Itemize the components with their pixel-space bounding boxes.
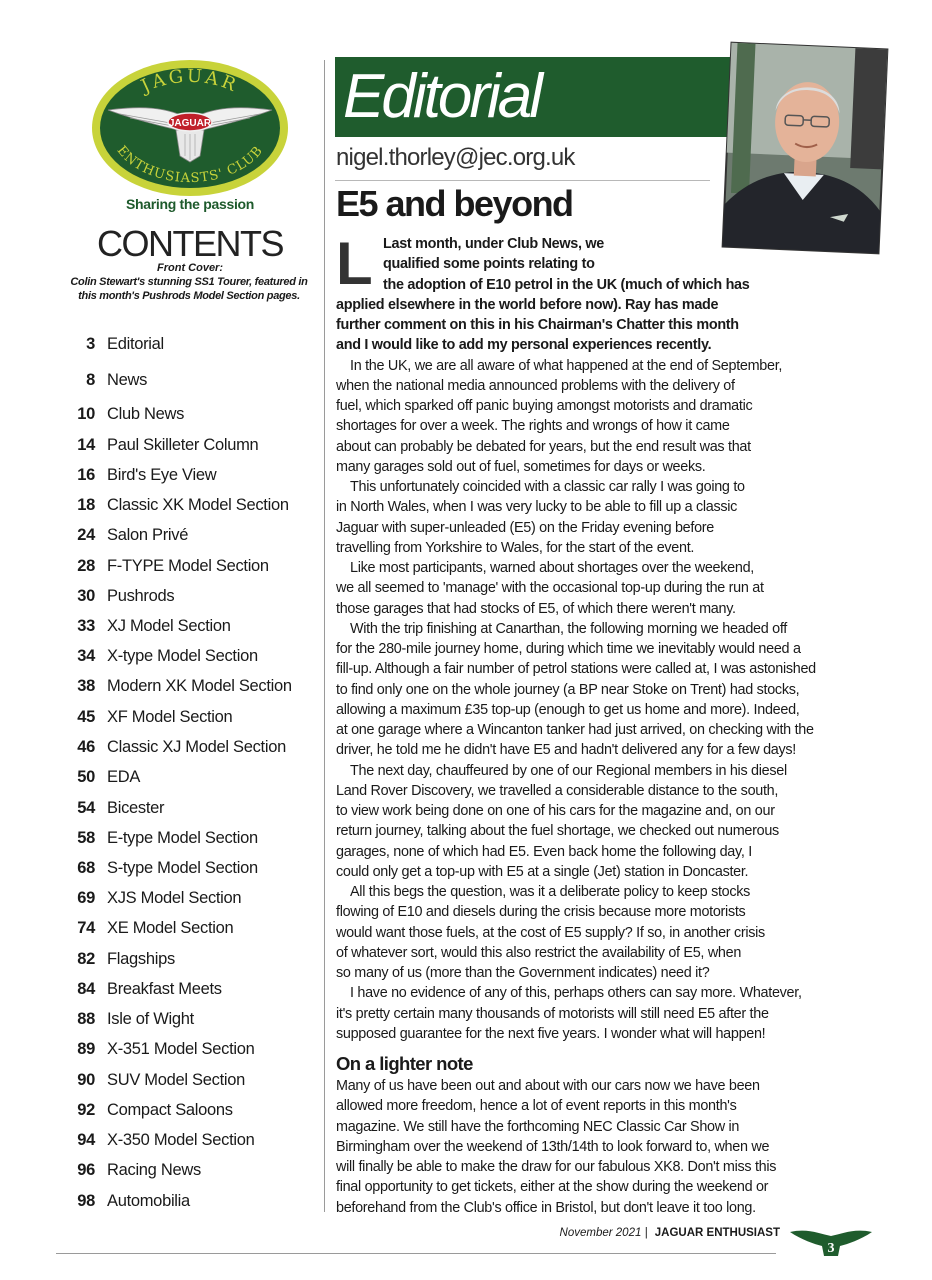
article-line: would want those fuels, at the cost of E5 supply? If so, in another crisis [336,924,765,941]
article-line: Land Rover Discovery, we travelled a considerable distance to the south, [336,782,779,799]
contents-item-label: Paul Skilleter Column [107,436,259,454]
contents-page-number: 33 [77,617,95,635]
article-line: allowing a maximum £35 top-up (enough to get us home and more). Indeed, [336,701,800,718]
contents-page-number: 84 [77,980,95,998]
article-line: of whatever sort, would this also restrict the availability of E5, when [336,944,742,961]
article-line: it's pretty certain many thousands of motorists will still need E5 after the [336,1005,769,1022]
contents-item[interactable] [60,1158,201,1182]
article-line: fuel, which sparked off panic buying amongst motorists and dramatic [336,398,753,414]
contents-page-number: 3 [86,335,95,353]
magazine-name: JAGUAR ENTHUSIAST [654,1227,780,1239]
contents-page-number: 88 [77,1010,95,1028]
contents-item[interactable] [60,644,258,668]
contents-item[interactable] [60,916,233,940]
contents-page-number: 45 [77,708,95,726]
contents-item-label: Club News [107,405,185,423]
article-line: fill-up. Although a fair number of petrol stations were called at, I was astonished [336,661,816,678]
contents-item[interactable] [60,463,216,487]
contents-item-label: SUV Model Section [107,1071,245,1089]
contents-item-label: EDA [107,768,141,786]
contents-item[interactable] [60,1128,254,1152]
contents-item-label: Breakfast Meets [107,980,222,998]
contents-item-label: XF Model Section [107,708,233,726]
article-line: supposed guarantee for the next five years. I wonder what will happen! [336,1025,766,1042]
contents-item-label: Classic XJ Model Section [107,738,286,756]
svg-text:JAGUAR: JAGUAR [168,118,212,129]
contents-item[interactable] [60,554,269,578]
club-tagline: Sharing the passion [125,196,255,212]
article-line: All this begs the question, was it a deliberate policy to keep stocks [350,884,751,900]
article-line: With the trip finishing at Canarthan, the following morning we headed off [350,620,788,637]
contents-item[interactable] [60,765,140,789]
contents-item[interactable] [60,402,184,426]
contents-page-number: 96 [77,1161,95,1179]
contents-page-number: 18 [77,496,95,514]
article-line: beforehand from the Club's office in Bristol, but don't leave it too long. [336,1199,756,1216]
contents-item-label: X-351 Model Section [107,1040,255,1058]
article-line: Jaguar with super-unleaded (E5) on the Friday evening before [336,519,714,536]
contents-page-number: 89 [77,1040,95,1058]
contents-page-number: 90 [77,1071,95,1089]
drop-cap: L [336,230,373,297]
contents-page-number: 28 [77,557,95,575]
column-divider [324,60,325,1212]
article-line: many garages sold out of fuel, sometimes for days or weeks. [336,458,706,475]
contents-item[interactable] [60,493,289,517]
contents-page-number: 38 [77,677,95,695]
article-line: This unfortunately coincided with a classic car rally I was going to [350,479,745,495]
contents-item-label: Compact Saloons [107,1101,233,1119]
contents-page-number: 54 [77,799,95,817]
contents-item[interactable] [60,826,258,850]
contents-item-label: Isle of Wight [107,1010,194,1028]
article-line: to find only one on the whole journey (a BP near Stoke on Trent) had stocks, [336,681,800,698]
contents-item-label: X-350 Model Section [107,1131,255,1149]
contents-page-number: 24 [77,526,95,544]
svg-text:3: 3 [827,1241,835,1256]
contents-item-label: Flagships [107,950,175,968]
article-line: and I would like to add my personal experiences recently. [336,337,712,354]
contents-item[interactable] [60,856,258,880]
contents-item[interactable] [60,584,174,608]
contents-item[interactable] [60,1098,233,1122]
article-subheading: On a lighter note [336,1053,473,1074]
contents-page-number: 34 [77,647,95,665]
svg-text:ENTHUSIASTS' CLUB: ENTHUSIASTS' CLUB [113,143,267,187]
jaguar-enthusiasts-club-logo [90,58,290,198]
article-line: when the national media announced problems with the delivery of [336,377,735,394]
contents-item[interactable] [60,614,231,638]
article-line: the adoption of E10 petrol in the UK (much of which has [383,276,750,293]
article-line: Many of us have been out and about with our cars now we have been [336,1078,760,1094]
article-line: final opportunity to get tickets, either at the show during the weekend or [336,1179,769,1196]
article-line: flowing of E10 and diesels during the crisis because more motorists [336,904,746,921]
article-line: In the UK, we are all aware of what happened at the end of September, [350,357,783,374]
contents-page-number: 58 [77,829,95,847]
contents-item-label: Bicester [107,799,165,817]
contents-item-label: XE Model Section [107,919,234,937]
article-line: at one garage where a Wincanton tanker had just arrived, on checking with the [336,722,814,738]
contents-page-number: 8 [86,371,95,389]
article-line: Birmingham over the weekend of 13th/14th to look forward to, when we [336,1138,770,1155]
article-line: garages, none of which had E5. Even back home the following day, I [336,843,752,860]
article-line: to view work being done on one of his cars for the magazine and, on our [336,803,775,819]
page-number-badge [788,1226,874,1260]
contents-page-number: 74 [77,919,95,937]
article-line: we all seemed to 'manage' with the occasional top-up during the run at [336,580,764,597]
contents-item-label: Editorial [107,335,164,353]
contents-item[interactable] [60,368,147,392]
article-line: I have no evidence of any of this, perhaps others can say more. Whatever, [350,985,802,1002]
front-cover-caption [52,275,326,303]
contents-item[interactable] [60,523,188,547]
contents-item[interactable] [60,977,222,1001]
contents-item-label: F-TYPE Model Section [107,557,269,575]
article-line: could only get a top-up with E5 at a single (Jet) station in Doncaster. [336,863,749,880]
article-line: Last month, under Club News, we [383,236,604,252]
contents-item-label: XJ Model Section [107,617,231,635]
contents-title: CONTENTS [97,223,283,264]
contents-page-number: 14 [77,436,95,454]
email-divider [335,180,710,181]
contents-item[interactable] [60,332,164,356]
contents-item[interactable] [60,1037,254,1061]
page-footer [560,1222,780,1244]
contents-item[interactable] [60,705,232,729]
contents-item-label: E-type Model Section [107,829,258,847]
contents-page-number: 68 [77,859,95,877]
contents-item-label: Modern XK Model Section [107,677,292,695]
contents-item-label: Salon Privé [107,526,189,544]
editor-portrait-photo [721,40,889,256]
article-line: further comment on this in his Chairman's Chatter this month [336,317,739,333]
contents-item[interactable] [60,886,241,910]
contents-item[interactable] [60,1068,245,1092]
section-title: Editorial [343,62,540,131]
contents-item-label: Bird's Eye View [107,466,217,484]
contents-item-label: Classic XK Model Section [107,496,289,514]
article-line: Like most participants, warned about shortages over the weekend, [350,560,754,576]
contents-item[interactable] [60,1007,194,1031]
contents-item-label: X-type Model Section [107,647,258,665]
contents-item-label: News [107,371,148,389]
contents-item-label: Racing News [107,1161,201,1179]
contents-page-number: 98 [77,1192,95,1210]
footer-rule [56,1253,776,1254]
contents-item-label: XJS Model Section [107,889,242,907]
issue-date: November 2021 | [559,1227,648,1239]
article-line: those garages that had stocks of E5, of which there weren't many. [336,600,736,617]
article-line: travelling from Yorkshire to Wales, for the start of the event. [336,539,695,556]
contents-page-number: 94 [77,1131,95,1149]
article-line: magazine. We still have the forthcoming NEC Classic Car Show in [336,1118,740,1135]
front-cover-caption-line: this month's Pushrods Model Section pages. [78,290,300,302]
contents-page-number: 46 [77,738,95,756]
article-line: allowed more freedom, hence a lot of event reports in this month's [336,1098,737,1115]
contents-page-number: 50 [77,768,95,786]
contents-page-number: 82 [77,950,95,968]
article-line: applied elsewhere in the world before now). Ray has made [336,296,719,313]
contents-item-label: S-type Model Section [107,859,258,877]
article-line: The next day, chauffeured by one of our Regional members in his diesel [350,762,787,779]
contents-item[interactable] [60,735,286,759]
editor-email[interactable]: nigel.thorley@jec.org.uk [336,144,575,171]
contents-item[interactable] [60,1189,190,1213]
contents-item[interactable] [60,674,292,698]
article-line: qualified some points relating to [383,256,595,273]
contents-page-number: 10 [77,405,95,423]
article-line: for the 280-mile journey home, during which time we inevitably would need a [336,641,801,657]
article-line: will finally be able to make the draw for our fabulous XK8. Don't miss this [336,1159,777,1175]
front-cover-caption-line: Colin Stewart's stunning SS1 Tourer, featured in [70,276,308,288]
contents-item[interactable] [60,796,164,820]
contents-item[interactable] [60,433,258,457]
contents-item-label: Automobilia [107,1192,190,1210]
contents-page-number: 30 [77,587,95,605]
contents-item-label: Pushrods [107,587,175,605]
article-line: so many of us (more than the Government indicates) need it? [336,965,710,981]
article-line: shortages for over a week. The rights and wrongs of how it came [336,418,730,435]
contents-page-number: 16 [77,466,95,484]
article-line: in North Wales, when I was very lucky to be able to fill up a classic [336,499,738,516]
contents-page-number: 69 [77,889,95,907]
front-cover-label: Front Cover: [157,262,223,274]
article-line: driver, he told me he didn't have E5 and hadn't delivered any for a few days! [336,742,796,759]
article-line: return journey, talking about the fuel shortage, we checked out numerous [336,823,779,840]
contents-item[interactable] [60,947,175,971]
article-line: about can probably be debated for years, but the end result was that [336,438,751,455]
svg-text:JAGUAR: JAGUAR [138,65,242,98]
article-headline: E5 and beyond [336,183,573,224]
contents-page-number: 92 [77,1101,95,1119]
